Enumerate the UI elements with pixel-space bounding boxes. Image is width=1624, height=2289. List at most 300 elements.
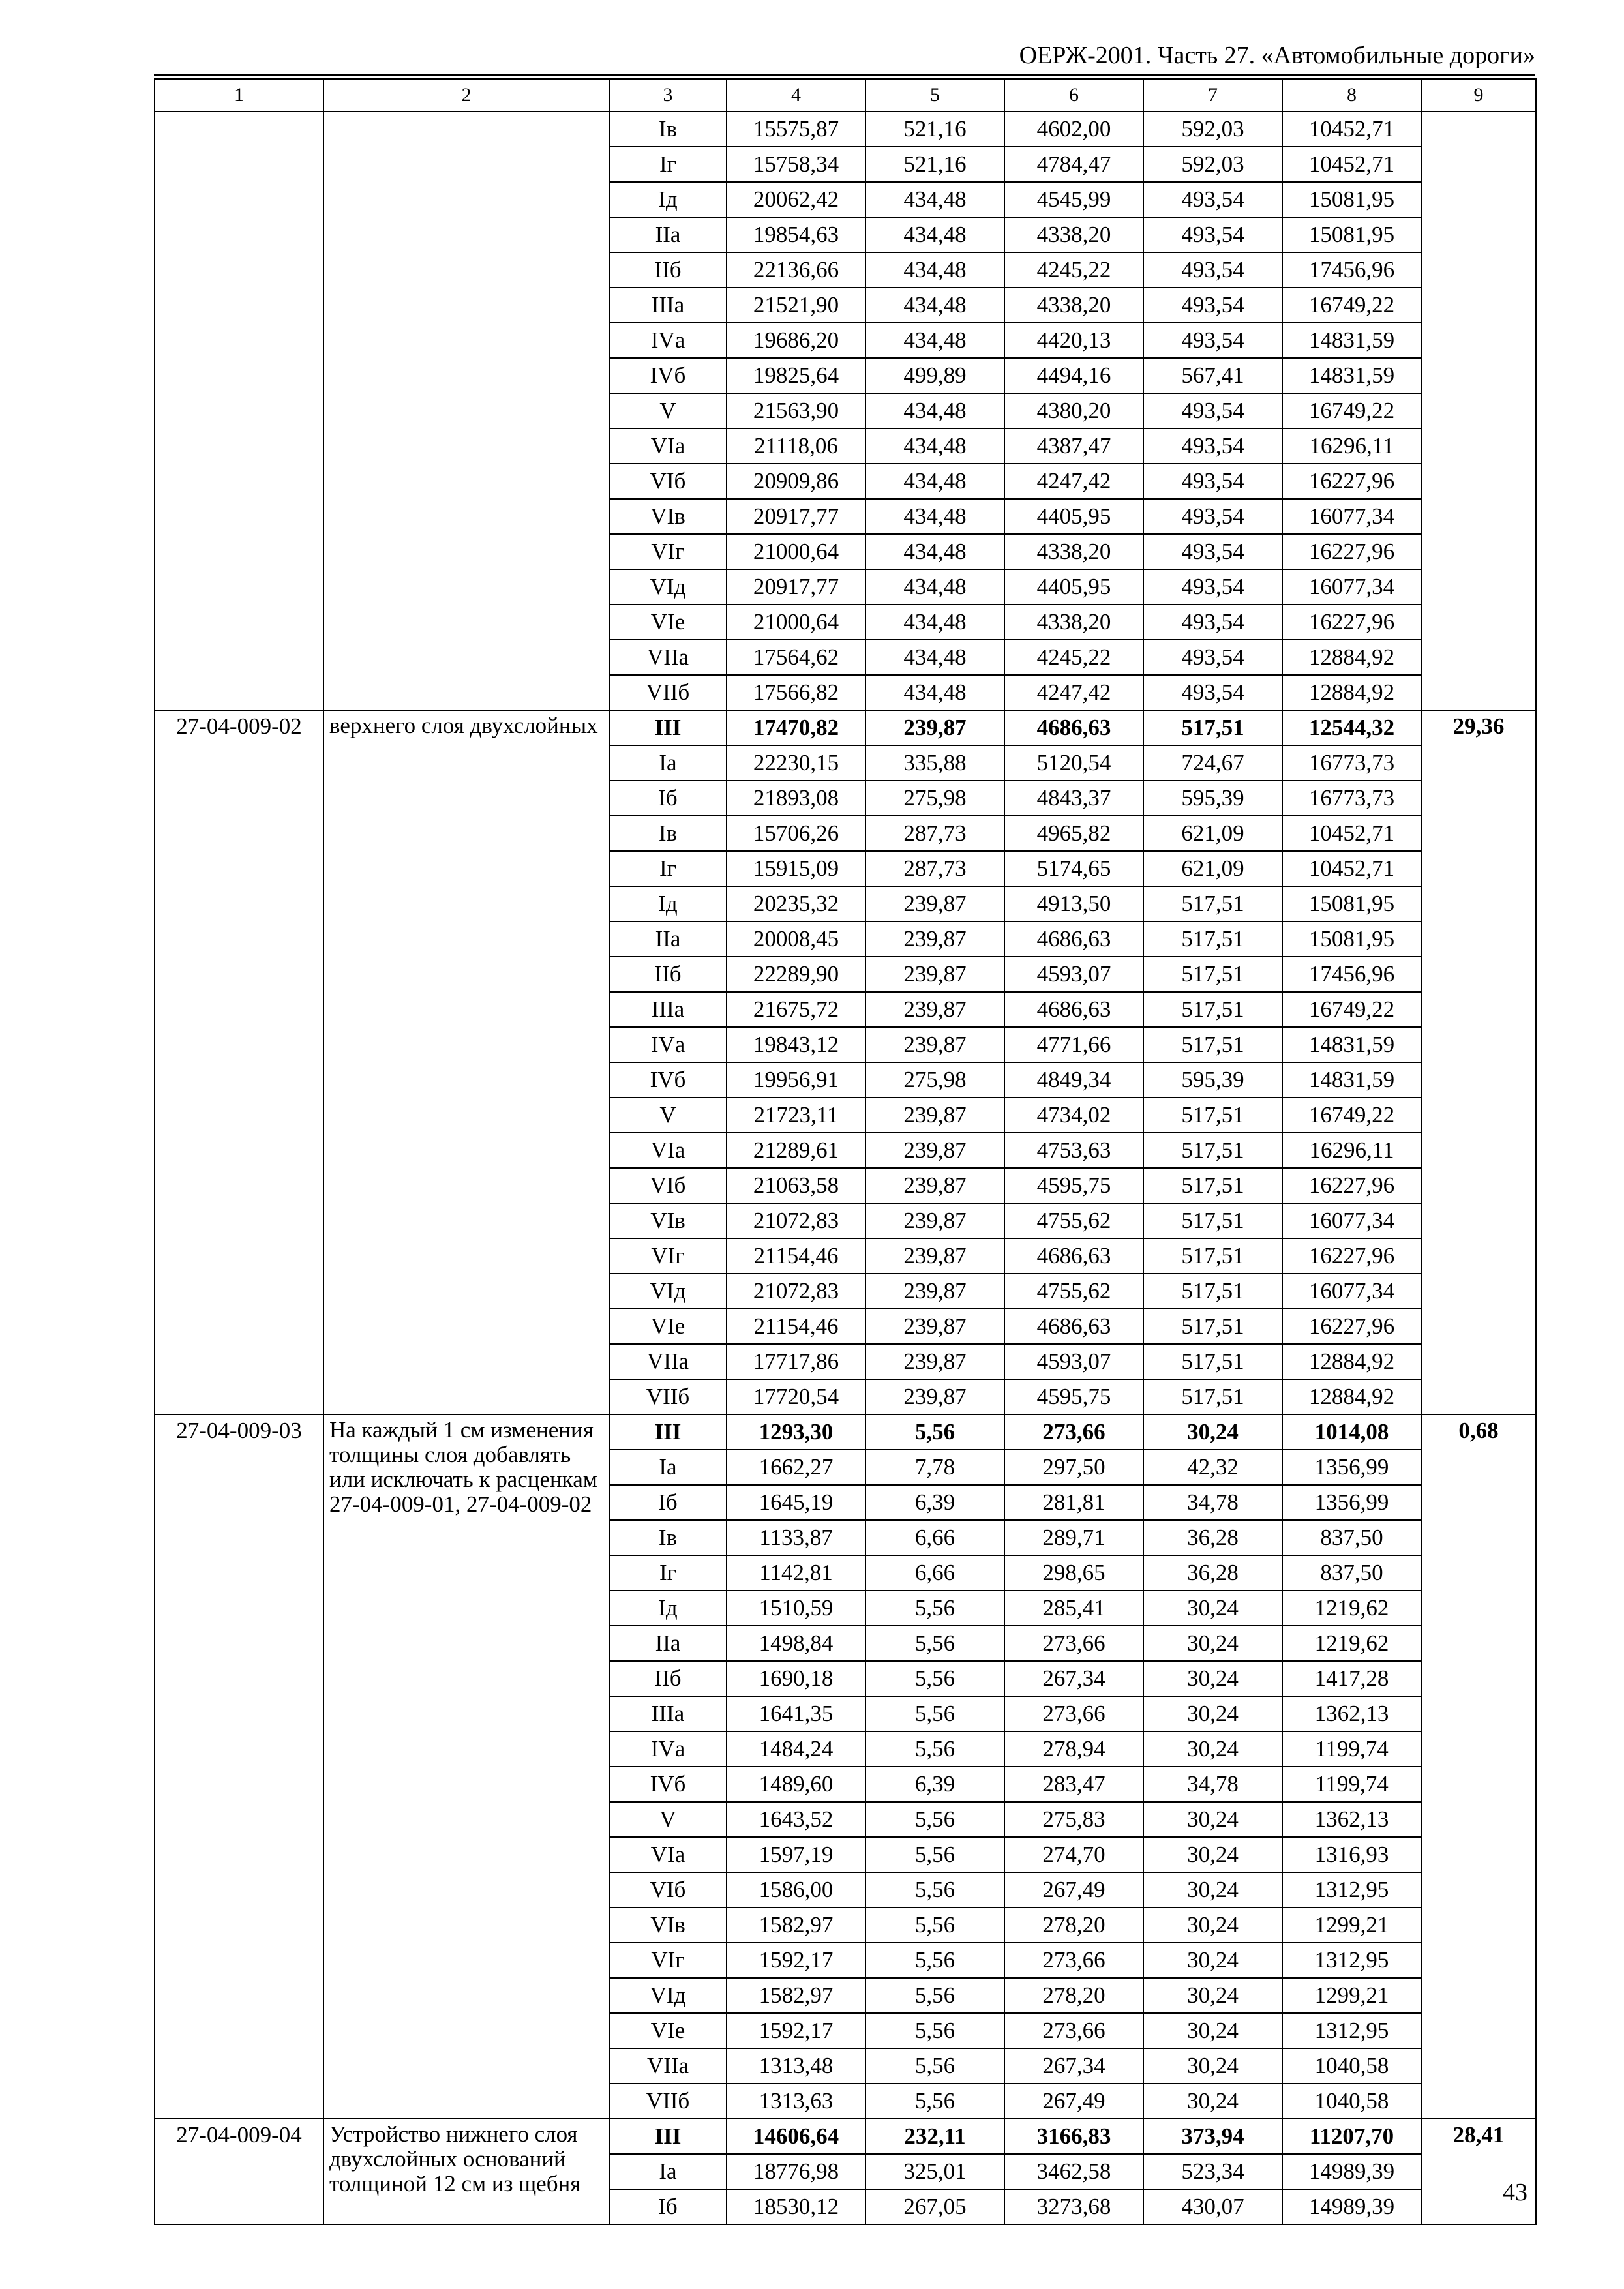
value-cell: 493,54 [1143, 393, 1282, 428]
zone-cell: Iв [609, 112, 727, 147]
value-cell: 493,54 [1143, 182, 1282, 217]
column-number: 6 [1004, 79, 1143, 112]
value-cell: 4784,47 [1004, 147, 1143, 182]
value-cell: 4686,63 [1004, 1238, 1143, 1274]
value-cell: 493,54 [1143, 499, 1282, 534]
table-row [155, 112, 1536, 147]
value-cell: 274,70 [1004, 1837, 1143, 1872]
value-cell: 4245,22 [1004, 640, 1143, 675]
value-cell: 21154,46 [727, 1309, 865, 1344]
value-cell: 16227,96 [1282, 1309, 1421, 1344]
value-cell: 724,67 [1143, 745, 1282, 781]
value-cell: 15081,95 [1282, 886, 1421, 921]
zone-cell: IIа [609, 217, 727, 252]
value-cell: 4338,20 [1004, 605, 1143, 640]
zone-cell: VIг [609, 1943, 727, 1978]
zone-cell: IIIа [609, 992, 727, 1027]
zone-cell: IIб [609, 1661, 727, 1696]
value-cell: 34,78 [1143, 1485, 1282, 1520]
value-cell: 1293,30 [727, 1414, 865, 1450]
value-cell: 14831,59 [1282, 1062, 1421, 1098]
value-cell: 1040,58 [1282, 2048, 1421, 2084]
value-cell: 239,87 [865, 886, 1004, 921]
value-cell: 6,39 [865, 1767, 1004, 1802]
value-cell: 297,50 [1004, 1450, 1143, 1485]
value-cell: 4245,22 [1004, 252, 1143, 288]
value-cell: 4753,63 [1004, 1133, 1143, 1168]
zone-cell: Iб [609, 2189, 727, 2224]
value-cell: 16227,96 [1282, 605, 1421, 640]
value-cell: 12884,92 [1282, 640, 1421, 675]
value-cell: 16227,96 [1282, 1238, 1421, 1274]
value-cell: 1313,63 [727, 2084, 865, 2119]
zone-cell: IVа [609, 1027, 727, 1062]
value-cell: 5,56 [865, 1802, 1004, 1837]
value-cell: 22289,90 [727, 957, 865, 992]
value-cell: 30,24 [1143, 1908, 1282, 1943]
column-number: 8 [1282, 79, 1421, 112]
value-cell: 3462,58 [1004, 2154, 1143, 2189]
value-cell: 4593,07 [1004, 957, 1143, 992]
zone-cell: IIIа [609, 288, 727, 323]
column-number: 9 [1421, 79, 1536, 112]
value-cell: 1362,13 [1282, 1802, 1421, 1837]
value-cell: 15575,87 [727, 112, 865, 147]
zone-cell: Iд [609, 886, 727, 921]
value-cell: 30,24 [1143, 1731, 1282, 1767]
column-number: 4 [727, 79, 865, 112]
value-cell: 30,24 [1143, 1414, 1282, 1450]
value-cell: 434,48 [865, 323, 1004, 358]
value-cell: 21072,83 [727, 1274, 865, 1309]
extra-value: 28,41 [1421, 2119, 1536, 2224]
zone-cell: V [609, 1802, 727, 1837]
value-cell: 17456,96 [1282, 252, 1421, 288]
zone-cell: VIIб [609, 1379, 727, 1414]
value-cell: 21675,72 [727, 992, 865, 1027]
value-cell: 1362,13 [1282, 1696, 1421, 1731]
value-cell: 434,48 [865, 393, 1004, 428]
value-cell: 30,24 [1143, 1626, 1282, 1661]
value-cell: 567,41 [1143, 358, 1282, 393]
value-cell: 1299,21 [1282, 1978, 1421, 2013]
value-cell: 18776,98 [727, 2154, 865, 2189]
value-cell: 521,16 [865, 112, 1004, 147]
value-cell: 1484,24 [727, 1731, 865, 1767]
value-cell: 517,51 [1143, 921, 1282, 957]
value-cell: 289,71 [1004, 1520, 1143, 1555]
value-cell: 20235,32 [727, 886, 865, 921]
value-cell: 517,51 [1143, 957, 1282, 992]
value-cell: 4686,63 [1004, 921, 1143, 957]
rate-description: верхнего слоя двухслойных [323, 710, 609, 1414]
zone-cell: Iв [609, 816, 727, 851]
value-cell: 621,09 [1143, 851, 1282, 886]
value-cell: 4338,20 [1004, 534, 1143, 569]
value-cell: 3273,68 [1004, 2189, 1143, 2224]
value-cell: 16749,22 [1282, 1098, 1421, 1133]
value-cell: 10452,71 [1282, 816, 1421, 851]
value-cell: 1489,60 [727, 1767, 865, 1802]
value-cell: 493,54 [1143, 288, 1282, 323]
zone-cell: VIа [609, 1837, 727, 1872]
value-cell: 239,87 [865, 1098, 1004, 1133]
value-cell: 36,28 [1143, 1555, 1282, 1591]
value-cell: 517,51 [1143, 1379, 1282, 1414]
value-cell: 239,87 [865, 1168, 1004, 1203]
value-cell: 6,66 [865, 1520, 1004, 1555]
zone-cell: VIIа [609, 640, 727, 675]
zone-cell: VIд [609, 1978, 727, 2013]
value-cell: 1299,21 [1282, 1908, 1421, 1943]
value-cell: 4755,62 [1004, 1203, 1143, 1238]
value-cell: 4849,34 [1004, 1062, 1143, 1098]
zone-cell: IIа [609, 1626, 727, 1661]
value-cell: 4595,75 [1004, 1379, 1143, 1414]
value-cell: 523,34 [1143, 2154, 1282, 2189]
value-cell: 16077,34 [1282, 569, 1421, 605]
value-cell: 16773,73 [1282, 781, 1421, 816]
value-cell: 592,03 [1143, 112, 1282, 147]
value-cell: 298,65 [1004, 1555, 1143, 1591]
value-cell: 1592,17 [727, 2013, 865, 2048]
value-cell: 273,66 [1004, 1626, 1143, 1661]
value-cell: 373,94 [1143, 2119, 1282, 2154]
value-cell: 1643,52 [727, 1802, 865, 1837]
value-cell: 15081,95 [1282, 217, 1421, 252]
value-cell: 4771,66 [1004, 1027, 1143, 1062]
value-cell: 3166,83 [1004, 2119, 1143, 2154]
value-cell: 20909,86 [727, 464, 865, 499]
value-cell: 16077,34 [1282, 499, 1421, 534]
zone-cell: Iг [609, 147, 727, 182]
value-cell: 4338,20 [1004, 288, 1143, 323]
value-cell: 18530,12 [727, 2189, 865, 2224]
value-cell: 21063,58 [727, 1168, 865, 1203]
value-cell: 267,49 [1004, 2084, 1143, 2119]
value-cell: 4338,20 [1004, 217, 1143, 252]
value-cell: 335,88 [865, 745, 1004, 781]
value-cell: 1586,00 [727, 1872, 865, 1908]
value-cell: 517,51 [1143, 1027, 1282, 1062]
value-cell: 239,87 [865, 1238, 1004, 1274]
value-cell: 493,54 [1143, 675, 1282, 710]
value-cell: 12884,92 [1282, 1344, 1421, 1379]
value-cell: 17456,96 [1282, 957, 1421, 992]
value-cell: 239,87 [865, 1203, 1004, 1238]
value-cell: 4247,42 [1004, 464, 1143, 499]
value-cell: 21893,08 [727, 781, 865, 816]
value-cell: 19854,63 [727, 217, 865, 252]
zone-cell: Iг [609, 1555, 727, 1591]
value-cell: 434,48 [865, 182, 1004, 217]
zone-cell: VIе [609, 1309, 727, 1344]
value-cell: 30,24 [1143, 1802, 1282, 1837]
value-cell: 34,78 [1143, 1767, 1282, 1802]
zone-cell: Iа [609, 1450, 727, 1485]
zone-cell: IIIа [609, 1696, 727, 1731]
value-cell: 21000,64 [727, 534, 865, 569]
rate-code: 27-04-009-04 [155, 2119, 323, 2224]
zone-cell: V [609, 1098, 727, 1133]
value-cell: 4913,50 [1004, 886, 1143, 921]
value-cell: 434,48 [865, 640, 1004, 675]
value-cell: 22230,15 [727, 745, 865, 781]
zone-cell: VIа [609, 1133, 727, 1168]
value-cell: 17717,86 [727, 1344, 865, 1379]
value-cell: 30,24 [1143, 1837, 1282, 1872]
value-cell: 499,89 [865, 358, 1004, 393]
extra-value: 0,68 [1421, 1414, 1536, 2119]
value-cell: 434,48 [865, 569, 1004, 605]
value-cell: 16077,34 [1282, 1274, 1421, 1309]
rate-description: Устройство нижнего слоя двухслойных оснований толщиной 12 см из щебня [323, 2119, 609, 2224]
value-cell: 273,66 [1004, 1696, 1143, 1731]
value-cell: 1641,35 [727, 1696, 865, 1731]
value-cell: 11207,70 [1282, 2119, 1421, 2154]
value-cell: 239,87 [865, 1344, 1004, 1379]
value-cell: 7,78 [865, 1450, 1004, 1485]
value-cell: 5,56 [865, 1978, 1004, 2013]
value-cell: 30,24 [1143, 2084, 1282, 2119]
zone-cell: V [609, 393, 727, 428]
header-rule [154, 74, 1535, 76]
value-cell: 5,56 [865, 1837, 1004, 1872]
zone-cell: IIа [609, 921, 727, 957]
value-cell: 517,51 [1143, 1309, 1282, 1344]
value-cell: 517,51 [1143, 992, 1282, 1027]
value-cell: 434,48 [865, 499, 1004, 534]
value-cell: 287,73 [865, 816, 1004, 851]
value-cell: 434,48 [865, 605, 1004, 640]
value-cell: 1313,48 [727, 2048, 865, 2084]
zone-cell: III [609, 1414, 727, 1450]
value-cell: 1219,62 [1282, 1626, 1421, 1661]
value-cell: 4405,95 [1004, 569, 1143, 605]
value-cell: 267,34 [1004, 2048, 1143, 2084]
value-cell: 287,73 [865, 851, 1004, 886]
value-cell: 517,51 [1143, 1168, 1282, 1203]
rate-description [323, 112, 609, 710]
value-cell: 10452,71 [1282, 147, 1421, 182]
value-cell: 16749,22 [1282, 393, 1421, 428]
value-cell: 517,51 [1143, 1238, 1282, 1274]
value-cell: 434,48 [865, 534, 1004, 569]
value-cell: 1142,81 [727, 1555, 865, 1591]
value-cell: 275,98 [865, 781, 1004, 816]
zone-cell: Iд [609, 182, 727, 217]
value-cell: 1312,95 [1282, 1872, 1421, 1908]
value-cell: 434,48 [865, 217, 1004, 252]
value-cell: 273,66 [1004, 1414, 1143, 1450]
value-cell: 4602,00 [1004, 112, 1143, 147]
table-row [155, 1414, 1536, 1450]
page-header: ОЕРЖ-2001. Часть 27. «Автомобильные дороги» [1019, 42, 1535, 69]
value-cell: 21521,90 [727, 288, 865, 323]
value-cell: 1510,59 [727, 1591, 865, 1626]
value-cell: 837,50 [1282, 1555, 1421, 1591]
value-cell: 517,51 [1143, 710, 1282, 745]
column-number: 2 [323, 79, 609, 112]
value-cell: 21072,83 [727, 1203, 865, 1238]
value-cell: 19843,12 [727, 1027, 865, 1062]
value-cell: 239,87 [865, 1027, 1004, 1062]
value-cell: 5174,65 [1004, 851, 1143, 886]
value-cell: 5,56 [865, 2048, 1004, 2084]
zone-cell: III [609, 2119, 727, 2154]
value-cell: 6,39 [865, 1485, 1004, 1520]
column-number: 5 [865, 79, 1004, 112]
value-cell: 1312,95 [1282, 2013, 1421, 2048]
value-cell: 21118,06 [727, 428, 865, 464]
value-cell: 1645,19 [727, 1485, 865, 1520]
value-cell: 239,87 [865, 992, 1004, 1027]
rate-description: На каждый 1 см изменения толщины слоя добавлять или исключать к расценкам 27-04-009-01, 27-04-009-02 [323, 1414, 609, 2119]
value-cell: 1597,19 [727, 1837, 865, 1872]
value-cell: 267,34 [1004, 1661, 1143, 1696]
value-cell: 4755,62 [1004, 1274, 1143, 1309]
value-cell: 5120,54 [1004, 745, 1143, 781]
value-cell: 16296,11 [1282, 1133, 1421, 1168]
value-cell: 1133,87 [727, 1520, 865, 1555]
value-cell: 5,56 [865, 1696, 1004, 1731]
value-cell: 4545,99 [1004, 182, 1143, 217]
value-cell: 30,24 [1143, 1872, 1282, 1908]
value-cell: 15706,26 [727, 816, 865, 851]
value-cell: 16749,22 [1282, 992, 1421, 1027]
zone-cell: VIд [609, 569, 727, 605]
value-cell: 239,87 [865, 921, 1004, 957]
value-cell: 15758,34 [727, 147, 865, 182]
value-cell: 5,56 [865, 1661, 1004, 1696]
value-cell: 16773,73 [1282, 745, 1421, 781]
extra-value [1421, 112, 1536, 710]
value-cell: 16227,96 [1282, 534, 1421, 569]
value-cell: 1592,17 [727, 1943, 865, 1978]
value-cell: 5,56 [865, 1943, 1004, 1978]
value-cell: 434,48 [865, 252, 1004, 288]
column-number: 7 [1143, 79, 1282, 112]
zone-cell: VIв [609, 1203, 727, 1238]
zone-cell: VIб [609, 464, 727, 499]
value-cell: 4686,63 [1004, 1309, 1143, 1344]
value-cell: 517,51 [1143, 1274, 1282, 1309]
value-cell: 267,49 [1004, 1872, 1143, 1908]
value-cell: 36,28 [1143, 1520, 1282, 1555]
extra-value: 29,36 [1421, 710, 1536, 1414]
value-cell: 595,39 [1143, 781, 1282, 816]
value-cell: 517,51 [1143, 1133, 1282, 1168]
value-cell: 20008,45 [727, 921, 865, 957]
value-cell: 1498,84 [727, 1626, 865, 1661]
zone-cell: IIб [609, 957, 727, 992]
value-cell: 239,87 [865, 957, 1004, 992]
value-cell: 493,54 [1143, 428, 1282, 464]
value-cell: 6,66 [865, 1555, 1004, 1591]
value-cell: 1014,08 [1282, 1414, 1421, 1450]
value-cell: 493,54 [1143, 323, 1282, 358]
zone-cell: IVб [609, 1767, 727, 1802]
value-cell: 278,94 [1004, 1731, 1143, 1767]
zone-cell: VIб [609, 1872, 727, 1908]
value-cell: 325,01 [865, 2154, 1004, 2189]
value-cell: 278,20 [1004, 1978, 1143, 2013]
rates-table [154, 78, 1537, 2225]
zone-cell: Iб [609, 781, 727, 816]
zone-cell: VIб [609, 1168, 727, 1203]
value-cell: 16227,96 [1282, 464, 1421, 499]
value-cell: 239,87 [865, 1379, 1004, 1414]
value-cell: 592,03 [1143, 147, 1282, 182]
value-cell: 239,87 [865, 1133, 1004, 1168]
value-cell: 4965,82 [1004, 816, 1143, 851]
value-cell: 5,56 [865, 2013, 1004, 2048]
zone-cell: Iб [609, 1485, 727, 1520]
value-cell: 14831,59 [1282, 358, 1421, 393]
value-cell: 267,05 [865, 2189, 1004, 2224]
value-cell: 493,54 [1143, 217, 1282, 252]
value-cell: 14989,39 [1282, 2189, 1421, 2224]
value-cell: 20062,42 [727, 182, 865, 217]
value-cell: 19825,64 [727, 358, 865, 393]
value-cell: 12544,32 [1282, 710, 1421, 745]
value-cell: 4494,16 [1004, 358, 1143, 393]
value-cell: 1356,99 [1282, 1485, 1421, 1520]
value-cell: 14831,59 [1282, 1027, 1421, 1062]
value-cell: 4405,95 [1004, 499, 1143, 534]
value-cell: 21723,11 [727, 1098, 865, 1133]
value-cell: 21289,61 [727, 1133, 865, 1168]
value-cell: 4595,75 [1004, 1168, 1143, 1203]
value-cell: 5,56 [865, 1591, 1004, 1626]
value-cell: 30,24 [1143, 1696, 1282, 1731]
value-cell: 493,54 [1143, 640, 1282, 675]
value-cell: 12884,92 [1282, 675, 1421, 710]
value-cell: 17566,82 [727, 675, 865, 710]
value-cell: 21000,64 [727, 605, 865, 640]
value-cell: 4593,07 [1004, 1344, 1143, 1379]
value-cell: 16077,34 [1282, 1203, 1421, 1238]
zone-cell: VIIб [609, 2084, 727, 2119]
value-cell: 837,50 [1282, 1520, 1421, 1555]
zone-cell: VIа [609, 428, 727, 464]
value-cell: 517,51 [1143, 886, 1282, 921]
zone-cell: VIIа [609, 1344, 727, 1379]
value-cell: 17564,62 [727, 640, 865, 675]
value-cell: 1199,74 [1282, 1767, 1421, 1802]
column-number: 1 [155, 79, 323, 112]
value-cell: 273,66 [1004, 1943, 1143, 1978]
value-cell: 239,87 [865, 1274, 1004, 1309]
value-cell: 5,56 [865, 1731, 1004, 1767]
zone-cell: VIд [609, 1274, 727, 1309]
value-cell: 430,07 [1143, 2189, 1282, 2224]
value-cell: 434,48 [865, 675, 1004, 710]
value-cell: 285,41 [1004, 1591, 1143, 1626]
value-cell: 517,51 [1143, 1098, 1282, 1133]
value-cell: 17470,82 [727, 710, 865, 745]
value-cell: 1417,28 [1282, 1661, 1421, 1696]
zone-cell: VIг [609, 1238, 727, 1274]
value-cell: 493,54 [1143, 534, 1282, 569]
value-cell: 4420,13 [1004, 323, 1143, 358]
value-cell: 4686,63 [1004, 992, 1143, 1027]
rate-code: 27-04-009-03 [155, 1414, 323, 2119]
value-cell: 517,51 [1143, 1203, 1282, 1238]
zone-cell: VIв [609, 1908, 727, 1943]
value-cell: 493,54 [1143, 605, 1282, 640]
zone-cell: Iг [609, 851, 727, 886]
